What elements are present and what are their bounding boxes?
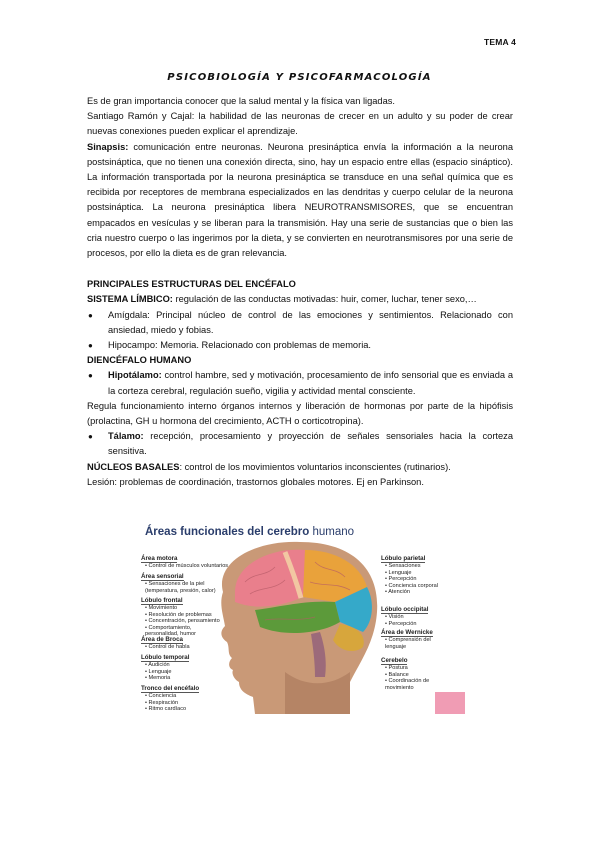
page-header-tema: TEMA 4 bbox=[484, 37, 517, 47]
bullet-hipocampo bbox=[87, 338, 513, 353]
intro-paragraph-1: Es de gran importancia conocer que la salud mental y la física van ligadas. bbox=[87, 96, 396, 106]
label-item: • Lenguaje bbox=[145, 668, 172, 675]
label-item: • Concentración, pensamiento bbox=[145, 618, 220, 625]
label-heading: Área motora bbox=[141, 555, 178, 562]
label-item: • Comportamiento, bbox=[145, 624, 192, 631]
label-cerebelo bbox=[381, 658, 429, 691]
label-item: • Movimiento bbox=[145, 605, 178, 612]
diencefalo-heading-text: DIENCÉFALO HUMANO bbox=[87, 355, 192, 366]
bullet-dot-icon: ● bbox=[88, 310, 93, 320]
label-item: • Lenguaje bbox=[385, 569, 412, 576]
bullet-talamo bbox=[87, 429, 513, 459]
label-item: movimiento bbox=[385, 684, 414, 691]
label-lobulo-occipital bbox=[381, 607, 428, 627]
label-area-wernicke bbox=[381, 630, 433, 650]
label-heading: Área de Wernicke bbox=[381, 629, 433, 636]
label-item: • Percepción bbox=[385, 620, 417, 627]
label-item: • Audición bbox=[145, 662, 170, 669]
label-heading: Lóbulo temporal bbox=[141, 654, 190, 661]
limbico-text: regulación de las conductas motivadas: huir, comer, luchar, tener sexo,… bbox=[172, 294, 477, 305]
bullet-text bbox=[108, 429, 513, 459]
bullet-text: Amígdala: Principal núcleo de control de las emociones y sentimientos. Relacionado con ansiedad, miedo y fobias. bbox=[108, 309, 513, 335]
label-item: • Conciencia corporal bbox=[385, 582, 438, 589]
regula-paragraph: Regula funcionamiento interno órganos internos y liberación de hormonas por parte de la hipófisis (prolactina, GH u hormona del crecimiento, ACTH o corticotropina). bbox=[87, 400, 513, 427]
nucleos-text: : control de los movimientos voluntarios inconscientes (rutinarios). bbox=[179, 461, 451, 472]
intro-paragraph-2: Santiago Ramón y Cajal: la habilidad de las neuronas de crecer en un adulto y su poder de crear nuevas conexiones pueden explicar el aprendizaje. bbox=[87, 111, 513, 137]
talamo-text: recepción, procesamiento y proyección de señales sensoriales hacia la corteza sensitiva. bbox=[108, 431, 513, 457]
brain-figure bbox=[135, 522, 469, 714]
bullet-hipotalamo bbox=[87, 368, 513, 398]
label-item: lenguaje bbox=[385, 643, 407, 650]
talamo-label: Tálamo: bbox=[108, 431, 144, 442]
document-title: PSICOBIOLOGÍA Y PSICOFARMACOLOGÍA bbox=[167, 72, 432, 83]
diencefalo-heading bbox=[87, 353, 513, 368]
label-item: • Balance bbox=[385, 671, 409, 678]
label-item: • Sensaciones de la piel bbox=[145, 581, 205, 588]
label-item: • Visión bbox=[385, 614, 404, 621]
label-item: • Comprensión del bbox=[385, 637, 431, 644]
label-item: (temperatura, presión, calor) bbox=[145, 587, 216, 594]
label-item: • Memoria bbox=[145, 675, 171, 682]
bullet-dot-icon: ● bbox=[88, 432, 93, 442]
nucleos-paragraph bbox=[87, 460, 513, 475]
label-item: • Conciencia bbox=[145, 693, 177, 700]
label-area-sensorial bbox=[141, 574, 216, 594]
label-item: • Control de músculos voluntarios bbox=[145, 563, 229, 570]
bullet-dot-icon: ● bbox=[88, 371, 93, 381]
label-item: • Ritmo cardíaco bbox=[145, 706, 187, 713]
label-item: • Coordinación de bbox=[385, 678, 430, 685]
label-item: • Respiración bbox=[145, 699, 179, 706]
label-item: • Resolución de problemas bbox=[145, 611, 212, 618]
document-body bbox=[87, 94, 513, 490]
label-heading: Lóbulo occipital bbox=[381, 606, 429, 613]
sinapsis-paragraph bbox=[87, 140, 513, 262]
bullet-amigdala bbox=[87, 308, 513, 338]
label-item: • Percepción bbox=[385, 576, 417, 583]
bullet-text bbox=[108, 368, 513, 398]
figure-title-bold: Áreas funcionales del cerebro bbox=[145, 526, 310, 538]
label-lobulo-frontal bbox=[141, 598, 220, 637]
label-heading: Tronco del encéfalo bbox=[141, 685, 200, 692]
bullet-text: Hipocampo: Memoria. Relacionado con problemas de memoria. bbox=[108, 340, 372, 351]
label-item: • Control de habla bbox=[145, 644, 190, 651]
section-title: PRINCIPALES ESTRUCTURAS DEL ENCÉFALO bbox=[87, 279, 296, 290]
limbico-paragraph bbox=[87, 292, 513, 307]
label-heading: Cerebelo bbox=[381, 657, 408, 664]
label-item: personalidad, humor bbox=[145, 631, 196, 638]
label-heading: Área sensorial bbox=[141, 573, 184, 580]
label-heading: Lóbulo parietal bbox=[381, 555, 426, 562]
nucleos-label: NÚCLEOS BASALES bbox=[87, 461, 180, 472]
label-area-motora bbox=[141, 556, 228, 570]
label-tronco-encefalo bbox=[141, 686, 199, 713]
limbico-label: SISTEMA LÍMBICO: bbox=[87, 294, 173, 305]
label-area-broca bbox=[141, 637, 190, 651]
label-heading: Área de Broca bbox=[141, 636, 183, 643]
label-heading: Lóbulo frontal bbox=[141, 597, 183, 604]
label-lobulo-parietal bbox=[381, 556, 438, 595]
hipotalamo-text: control hambre, sed y motivación, procesamiento de info sensorial que es enviada a la corteza cerebral, regulación sueño, vigilia y actividad mental consciente. bbox=[108, 370, 513, 396]
figure-title-light: humano bbox=[309, 526, 355, 538]
label-item: • Postura bbox=[385, 665, 408, 672]
sinapsis-text: comunicación entre neuronas. Neurona presináptica envía la información a la neurona postsináptica, que no tienen una conexión directa, sino, hay un espacio entre ellas (espacio sináptico). La información transportada por la neurona presináptica se transduce en una señal química que es recibida por receptores de membrana especializados en las dendritas y cuerpo celular de la neurona postsináptica. La neurona presináptica libera NEUROTRANSMISORES, que se encuentran empacados en vesículas y se liberan para la transmisión. Hay una serie de sustancias que o bien las cria nuestro cuerpo o las ingerimos por la dieta, y se convierten en neurotransmisores por una serie de procesos, por ello la dieta es de gran relevancia. bbox=[87, 141, 513, 259]
label-item: • Sensaciones bbox=[385, 563, 421, 570]
corner-mark bbox=[435, 692, 465, 714]
label-item: • Atención bbox=[385, 589, 410, 596]
lesion-paragraph: Lesión: problemas de coordinación, trastornos globales motores. Ej en Parkinson. bbox=[87, 476, 424, 487]
sinapsis-label: Sinapsis: bbox=[87, 141, 129, 152]
label-lobulo-temporal bbox=[141, 655, 189, 682]
hipotalamo-label: Hipotálamo: bbox=[108, 370, 162, 381]
bullet-dot-icon: ● bbox=[88, 341, 93, 351]
